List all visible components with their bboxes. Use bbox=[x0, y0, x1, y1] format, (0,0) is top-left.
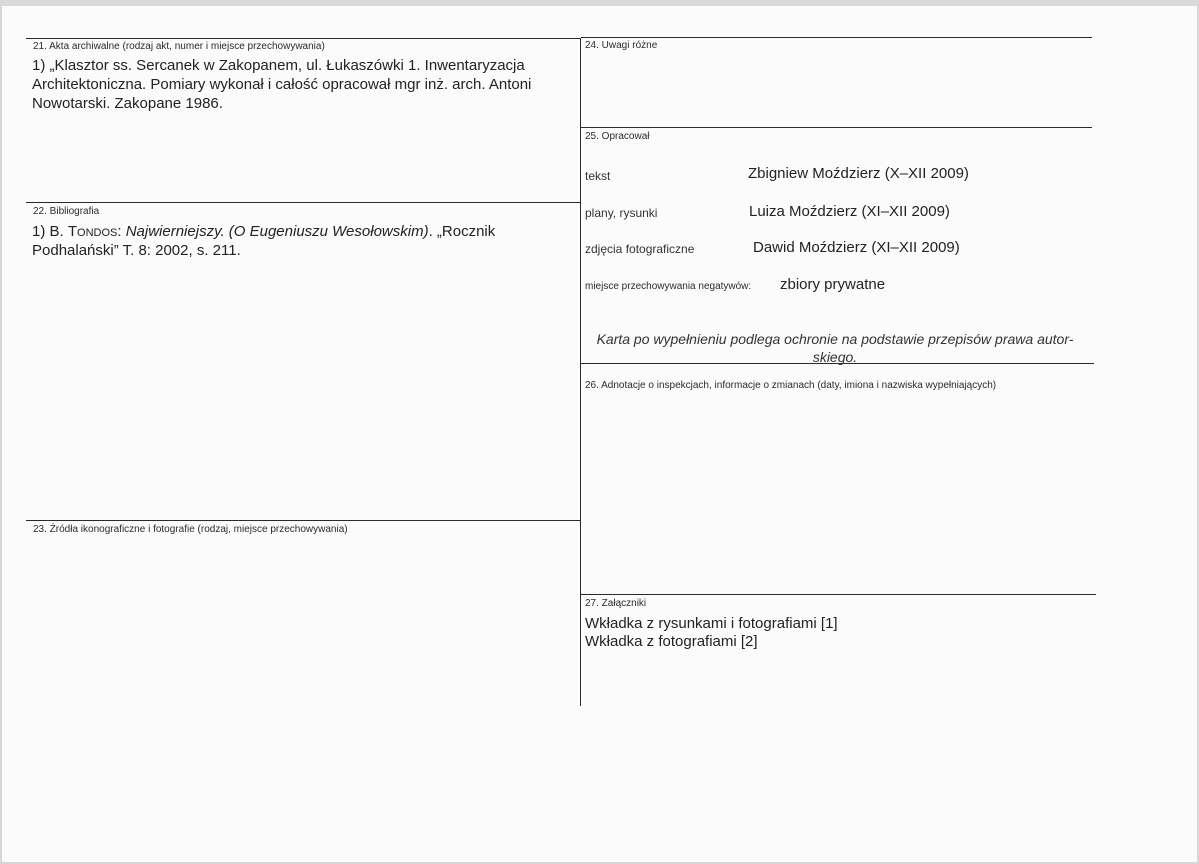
opracowal-row-value: Zbigniew Moździerz (X–XII 2009) bbox=[748, 165, 969, 182]
opracowal-row-value: Luiza Moździerz (XI–XII 2009) bbox=[749, 203, 950, 220]
negatives-value: zbiory prywatne bbox=[780, 276, 886, 293]
section-23-label: 23. Źródła ikonograficzne i fotografie (rodzaj, miejsce przechowywania) bbox=[33, 524, 348, 535]
attachment-item: Wkładka z fotografiami [2] bbox=[585, 633, 758, 650]
section-26-label: 26. Adnotacje o inspekcjach, informacje o zmianach (daty, imiona i nazwiska wypełniających) bbox=[585, 380, 997, 391]
section-21-text: 1) „Klasztor ss. Sercanek w Zakopanem, ul. Łukaszówki 1. Inwentaryzacja Architektoniczna. Pomiary wykonał i całość opracował mgr inż. arch. Antoni Nowotarski. Zakopane 1986. bbox=[32, 57, 532, 112]
divider-21-22 bbox=[26, 202, 581, 203]
scan-edge bbox=[0, 0, 1199, 6]
divider-24-25 bbox=[581, 127, 1092, 128]
opracowal-row-label: tekst bbox=[585, 169, 611, 183]
bib-title: Najwierniejszy. (O Eugeniuszu Wesołowskim) bbox=[125, 223, 429, 240]
opracowal-row-label: zdjęcia fotograficzne bbox=[585, 242, 695, 256]
section-27-label: 27. Załączniki bbox=[585, 598, 647, 609]
copyright-note: Karta po wypełnieniu podlega ochronie na podstawie przepisów prawa autor-skiego. bbox=[596, 331, 1074, 365]
section-22-label: 22. Bibliografia bbox=[33, 206, 100, 217]
opracowal-row-label: plany, rysunki bbox=[585, 206, 658, 220]
section-25-label: 25. Opracował bbox=[585, 131, 650, 142]
divider-top-left bbox=[26, 38, 581, 39]
bib-colon: : bbox=[117, 223, 126, 240]
opracowal-row-value: Dawid Moździerz (XI–XII 2009) bbox=[753, 239, 960, 256]
divider-top-right bbox=[581, 37, 1092, 38]
divider-center bbox=[580, 38, 581, 706]
section-21-label: 21. Akta archiwalne (rodzaj akt, numer i miejsce przechowywania) bbox=[33, 41, 325, 52]
bib-author: Tondos bbox=[67, 223, 118, 240]
section-22-text bbox=[32, 222, 568, 260]
divider-22-23 bbox=[26, 520, 581, 521]
negatives-label: miejsce przechowywania negatywów: bbox=[585, 281, 752, 292]
attachment-item: Wkładka z rysunkami i fotografiami [1] bbox=[585, 615, 838, 632]
bib-rest: . „Rocznik Podhalański” T. 8: 2002, s. 211. bbox=[32, 223, 496, 259]
section-24-label: 24. Uwagi różne bbox=[585, 40, 658, 51]
divider-26-27 bbox=[581, 594, 1096, 595]
bib-prefix: 1) B. bbox=[32, 223, 68, 240]
